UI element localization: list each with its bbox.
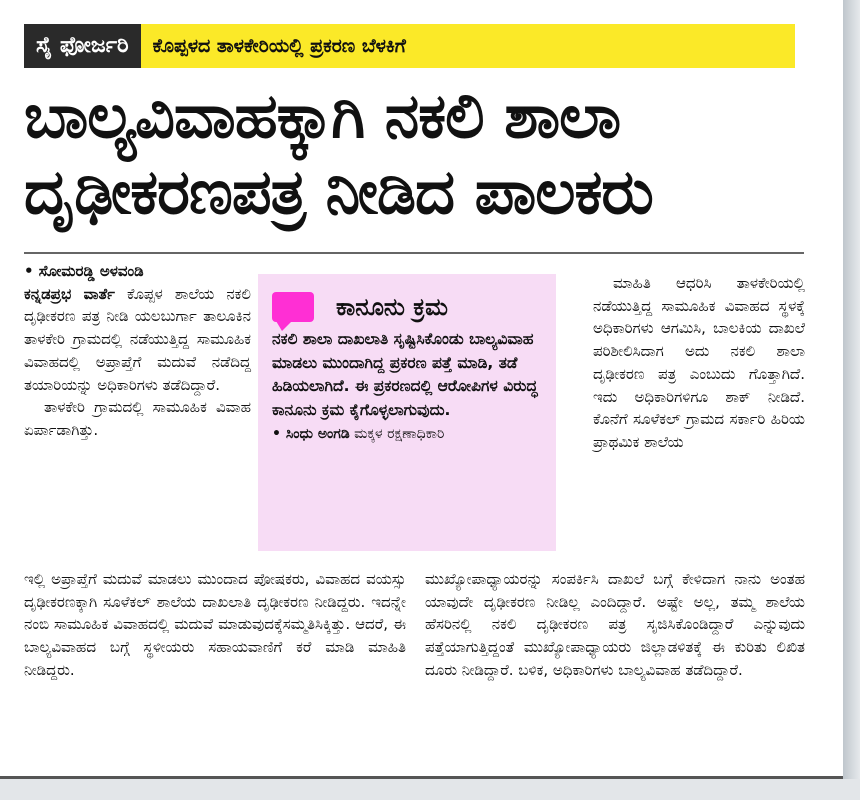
headline-line-1: ಬಾಲ್ಯವಿವಾಹಕ್ಕಾಗಿ ನಕಲಿ ಶಾಲಾ: [24, 79, 621, 152]
article-paragraph-3-cont: ಮುಖ್ಯೋಪಾಧ್ಯಾಯರನ್ನು ಸಂಪರ್ಕಿಸಿ ದಾಖಲೆ ಬಗ್ಗೆ ಕೇಳಿದಾಗ ನಾನು ಅಂತಹ ಯಾವುದೇ ದೃಢೀಕರಣ ನೀಡಿಲ್ಲ ಎಂದಿದ್ದಾರೆ. ಅಷ್ಟೇ ಅಲ್ಲ, ತಮ್ಮ ಶಾಲೆಯ ಹೆಸರಿನಲ್ಲಿ ನಕಲಿ ದೃಢೀಕರಣ ಪತ್ರ ಸೃಜಿಸಿಕೊಂಡಿದ್ದಾರೆ ಎನ್ನುವುದು ಪತ್ತೆಯಾಗುತ್ತಿದ್ದಂತೆ ಮುಖ್ಯೋಪಾಧ್ಯಾಯರು ಜಿಲ್ಲಾಡಳಿತಕ್ಕೆ ಈ ಕುರಿತು ಲಿಖಿತ ದೂರು ನೀಡಿದ್ದಾರೆ. ಬಳಿಕ, ಅಧಿಕಾರಿಗಳು ಬಾಲ್ಯವಿವಾಹ ತಡೆದಿದ್ದಾರೆ.: [425, 570, 805, 679]
quote-box-header: [272, 292, 542, 322]
headline-line-2: ದೃಢೀಕರಣಪತ್ರ ನೀಡಿದ ಪಾಲಕರು: [24, 155, 653, 228]
quote-box-signature: [272, 426, 542, 442]
quote-box-sig-role: ಮಕ್ಕಳ ರಕ್ಷಣಾಧಿಕಾರಿ: [354, 426, 445, 442]
headline-divider: [24, 252, 804, 254]
headline: [24, 78, 804, 230]
byline-place: ಕೊಪ್ಪಳ: [126, 284, 163, 303]
banner-kicker: ಕೊಪ್ಪಳದ ತಾಳಕೇರಿಯಲ್ಲಿ ಪ್ರಕರಣ ಬೆಳಕಿಗೆ: [152, 35, 406, 57]
article-column-1: [24, 260, 251, 442]
story-banner: [24, 24, 795, 68]
article-paragraph-2: ತಾಳಕೇರಿ ಗ್ರಾಮದಲ್ಲಿ ಸಾಮೂಹಿಕ ವಿವಾಹ ಏರ್ಪಾಡಾಗಿತ್ತು.: [24, 398, 251, 439]
article-column-lower-left: [24, 568, 406, 682]
quote-box-sig-name: • ಸಿಂಧು ಅಂಗಡಿ: [272, 426, 350, 442]
article-paragraph-1: [24, 283, 251, 397]
article-column-lower-right: [425, 568, 805, 682]
quote-box-title: ಕಾನೂನು ಕ್ರಮ: [336, 293, 448, 321]
article-text-1: ಶಾಲೆಯ ನಕಲಿ ದೃಢೀಕರಣ ಪತ್ರ ನೀಡಿ ಯಲಬುರ್ಗಾ ತಾಲೂಕಿನ ತಾಳಕೇರಿ ಗ್ರಾಮದಲ್ಲಿ ನಡೆಯುತ್ತಿದ್ದ ಸಾಮೂಹಿಕ ವಿವಾಹದಲ್ಲಿ ಅಪ್ರಾಪ್ತೆಗೆ ಮದುವೆ ನಡೆದಿದ್ದ ತಯಾರಿಯನ್ನು ಅಧಿಕಾರಿಗಳು ತಡೆದಿದ್ದಾರೆ.: [24, 284, 251, 394]
page-bottom-margin: [0, 779, 860, 800]
article-column-3: [593, 272, 805, 454]
byline-source: ಕನ್ನಡಪ್ರಭ ವಾರ್ತೆ: [24, 284, 115, 303]
banner-tag: ಸೈ ಫೋರ್ಜರಿ: [24, 24, 141, 68]
article-paragraph-2-cont: ಇಲ್ಲಿ ಅಪ್ರಾಪ್ತೆಗೆ ಮದುವೆ ಮಾಡಲು ಮುಂದಾದ ಪೋಷಕರು, ವಿವಾಹದ ವಯಸ್ಸು ದೃಢೀಕರಣಕ್ಕಾಗಿ ಸೂಳೆಕಲ್ ಶಾಲೆಯ ದಾಖಲಾತಿ ದೃಢೀಕರಣ ನೀಡಿದ್ದರು. ಇದನ್ನೇ ನಂಬಿ ಸಾಮೂಹಿಕ ವಿವಾಹದಲ್ಲಿ ಮದುವೆ ಮಾಡುವುದಕ್ಕೆಸಮ್ಮತಿಸಿಕ್ಕಿತ್ತು. ಆದರೆ, ಈ ಬಾಲ್ಯವಿವಾಹದ ಬಗ್ಗೆ ಸ್ಥಳೀಯರು ಸಹಾಯವಾಣಿಗೆ ಕರೆ ಮಾಡಿ ಮಾಹಿತಿ ನೀಡಿದ್ದರು.: [24, 570, 406, 679]
byline-author: • ಸೋಮರಡ್ಡಿ ಅಳವಂಡಿ: [24, 262, 144, 280]
quote-box-body: ನಕಲಿ ಶಾಲಾ ದಾಖಲಾತಿ ಸೃಷ್ಟಿಸಿಕೊಂಡು ಬಾಲ್ಯವಿವಾಹ ಮಾಡಲು ಮುಂದಾಗಿದ್ದ ಪ್ರಕರಣ ಪತ್ತೆ ಮಾಡಿ, ತಡೆ ಹಿಡಿಯಲಾಗಿದೆ. ಈ ಪ್ರಕರಣದಲ್ಲಿ ಆರೋಪಿಗಳ ವಿರುದ್ಧ ಕಾನೂನು ಕ್ರಮ ಕೈಗೊಳ್ಳಲಾಗುವುದು.: [272, 330, 538, 419]
quote-box: [258, 274, 556, 551]
article-paragraph-3: ಮಾಹಿತಿ ಆಧರಿಸಿ ತಾಳಕೇರಿಯಲ್ಲಿ ನಡೆಯುತ್ತಿದ್ದ ಸಾಮೂಹಿಕ ವಿವಾಹದ ಸ್ಥಳಕ್ಕೆ ಅಧಿಕಾರಿಗಳು ಆಗಮಿಸಿ, ಬಾಲಕಿಯ ದಾಖಲೆ ಪರಿಶೀಲಿಸಿದಾಗ ಅದು ನಕಲಿ ಶಾಲಾ ದೃಢೀಕರಣ ಪತ್ರ ಎಂಬುದು ಗೊತ್ತಾಗಿದೆ. ಇದು ಅಧಿಕಾರಿಗಳಿಗೂ ಶಾಕ್ ನೀಡಿದೆ. ಕೊನೆಗೆ ಸೂಳೆಕಲ್ ಗ್ರಾಮದ ಸರ್ಕಾರಿ ಹಿರಿಯ ಪ್ರಾಥಮಿಕ ಶಾಲೆಯ: [593, 274, 805, 451]
speech-bubble-icon: [272, 292, 314, 322]
page-edge-shadow: [843, 0, 860, 800]
